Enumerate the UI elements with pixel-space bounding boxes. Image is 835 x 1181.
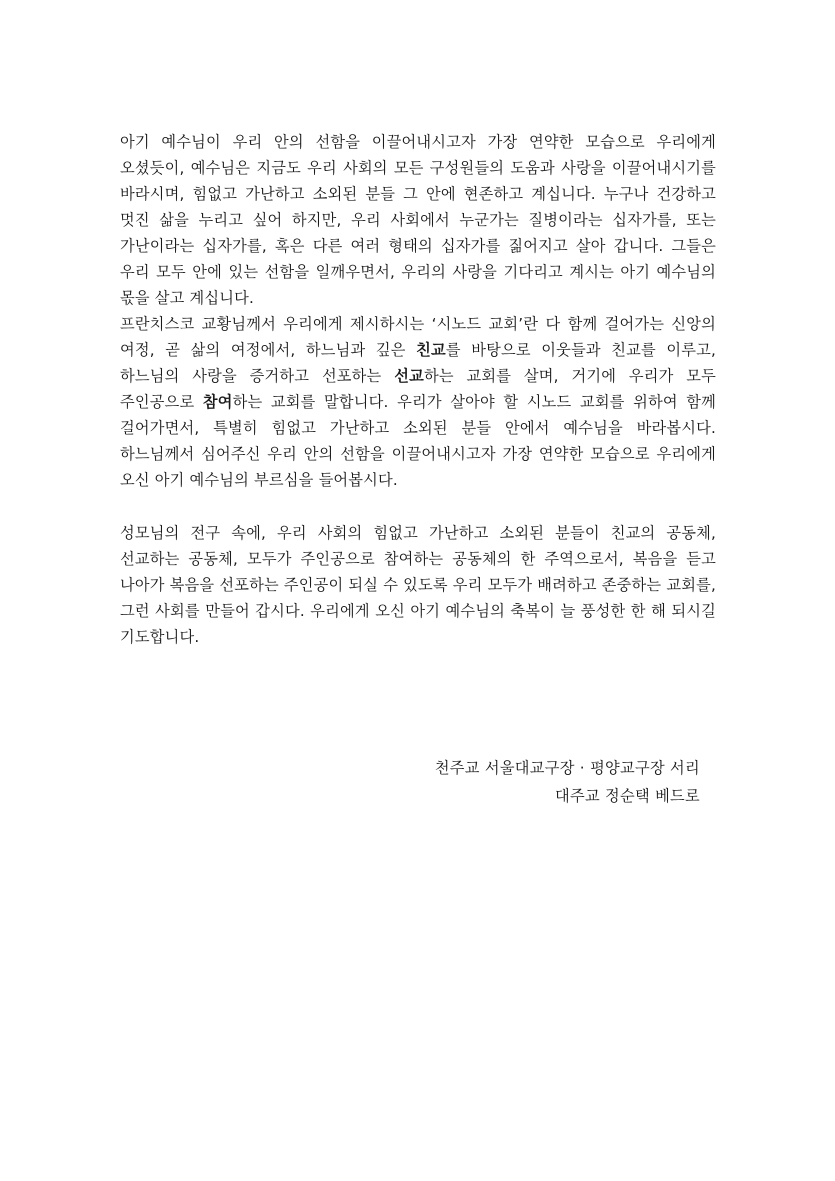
bold-term-mission: 선교 (394, 367, 424, 385)
paragraph-text: 프란치스코 교황님께서 우리에게 제시하시는 ‘시노드 교회’란 다 함께 걸어가는 신앙의 여정, 곧 삶의 여정에서, 하느님과 깊은 (120, 315, 716, 359)
bold-term-communion: 친교 (416, 341, 446, 359)
bold-term-participation: 참여 (202, 393, 233, 411)
signature-title: 천주교 서울대교구장 · 평양교구장 서리 (434, 759, 700, 777)
paragraph-text: 를 바탕으로 이웃들과 친교를 이루고, 하느님의 사랑을 증거하고 선포하는 (120, 341, 716, 385)
paragraph-1 (120, 129, 716, 311)
paragraph-text: 아기 예수님이 우리 안의 선함을 이끌어내시고자 가장 연약한 모습으로 우리에게 오셨듯이, 예수님은 지금도 우리 사회의 모든 구성원들의 도움과 사랑을 이끌어내시기를 바라시며, 힘없고 가난하고 소외된 분들 그 안에 현존하고 계십니다. 누구나 건강하고 멋진 삶을 누리고 싶어 하지만, 우리 사회에서 누군가는 질병이라는 십자가를, 또는 가난이라는 십자가를, 혹은 다른 여러 형태의 십자가를 짊어지고 살아 갑니다. 그들은 우리 모두 안에 있는 선함을 일깨우면서, 우리의 사랑을 기다리고 계시는 아기 예수님의 몫을 살고 계십니다. (120, 133, 716, 307)
paragraph-3 (120, 520, 716, 650)
paragraph-text: 성모님의 전구 속에, 우리 사회의 힘없고 가난하고 소외된 분들이 친교의 공동체, 선교하는 공동체, 모두가 주인공으로 참여하는 공동체의 한 주역으로서, 복음을 듣고 나아가 복음을 선포하는 주인공이 되실 수 있도록 우리 모두가 배려하고 존중하는 교회를, 그런 사회를 만들어 갑시다. 우리에게 오신 아기 예수님의 축복이 늘 풍성한 한 해 되시길 기도합니다. (120, 524, 716, 646)
paragraph-text: 하는 교회를 살며, 거기에 우리가 모두 주인공으로 (120, 367, 716, 411)
signature-block (435, 754, 700, 810)
paragraph-text: 하는 교회를 말합니다. 우리가 살아야 할 시노드 교회를 위하여 함께 걸어가면서, 특별히 힘없고 가난하고 소외된 분들 안에서 예수님을 바라봅시다. 하느님께서 심어주신 우리 안의 선함을 이끌어내시고자 가장 연약한 모습으로 우리에게 오신 아기 예수님의 부르심을 들어봅시다. (120, 393, 716, 489)
signature-name: 대주교 정순택 베드로 (555, 787, 700, 805)
letter-body (120, 129, 716, 650)
paragraph-2 (120, 311, 716, 493)
